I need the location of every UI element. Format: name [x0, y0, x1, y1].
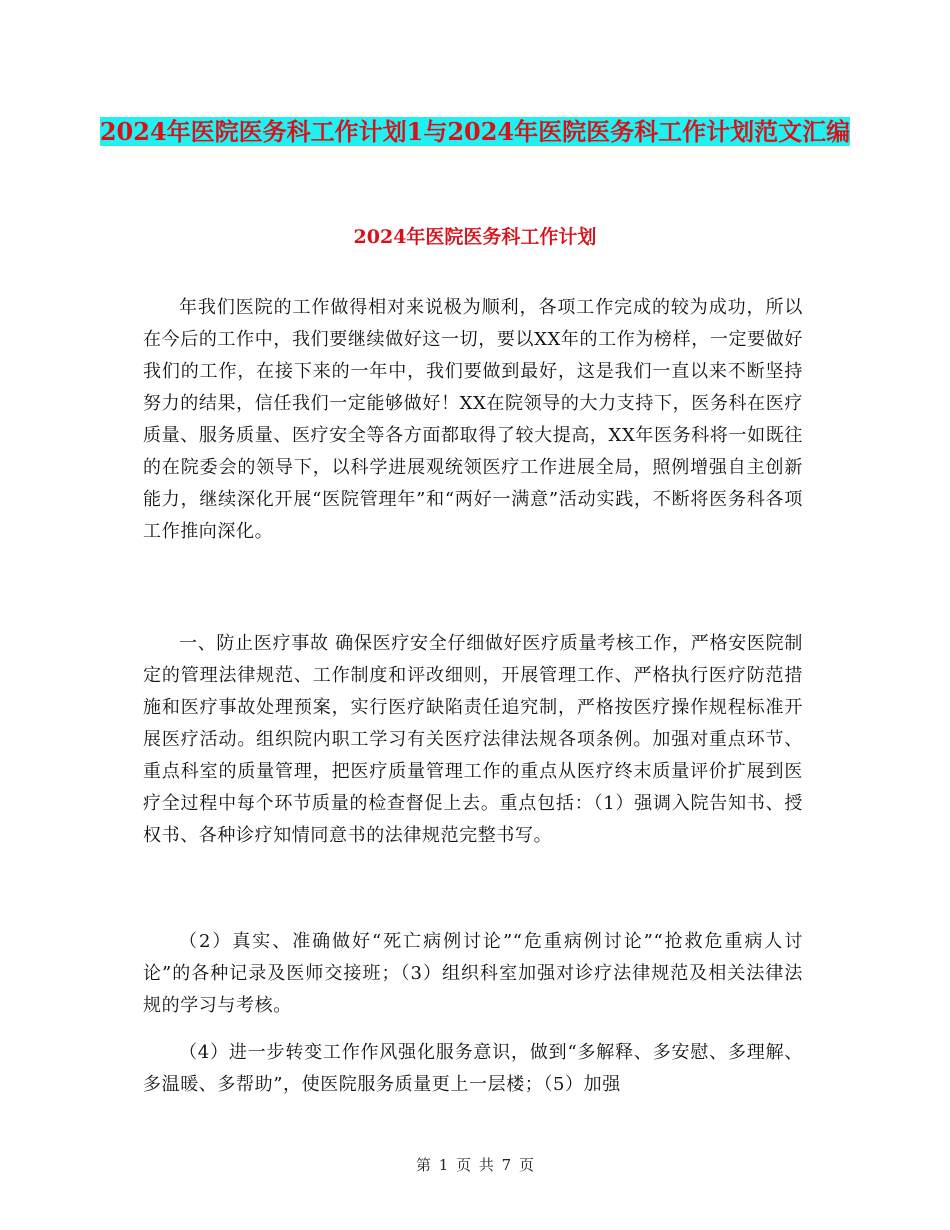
paragraph-section-one: [143, 628, 803, 852]
document-title-text: 2024年医院医务科工作计划1与2024年医院医务科工作计划范文汇编: [99, 117, 851, 146]
page-footer: 第 1 页 共 7 页: [416, 1156, 534, 1174]
document-title: [0, 108, 950, 155]
paragraph-item-4-5: [143, 1037, 803, 1101]
paragraph-text: （4）进一步转变工作作风强化服务意识，做到“多解释、多安慰、多理解、多温暖、多帮助”，使医院服务质量更上一层楼；（5）加强: [143, 1042, 803, 1095]
paragraph-item-2-3: [143, 926, 803, 1022]
paragraph-text: （2）真实、准确做好“死亡病例讨论”“危重病例讨论”“抢救危重病人讨论”的各种记录及医师交接班；（3）组织科室加强对诊疗法律规范及相关法律法规的学习与考核。: [143, 931, 803, 1016]
section-title: 2024年医院医务科工作计划: [353, 226, 597, 248]
paragraph-text: 一、防止医疗事故 确保医疗安全仔细做好医疗质量考核工作，严格安医院制定的管理法律规范、工作制度和评改细则，开展管理工作、严格执行医疗防范措施和医疗事故处理预案，实行医疗缺陷责任追究制，严格按医疗操作规程标准开展医疗活动。组织院内职工学习有关医疗法律法规各项条例。加强对重点环节、重点科室的质量管理，把医疗质量管理工作的重点从医疗终末质量评价扩展到医疗全过程中每个环节质量的检查督促上去。重点包括：（1）强调入院告知书、授权书、各种诊疗知情同意书的法律规范完整书写。: [143, 633, 803, 846]
paragraph-intro: [143, 292, 803, 548]
paragraph-text: 年我们医院的工作做得相对来说极为顺利，各项工作完成的较为成功，所以在今后的工作中，我们要继续做好这一切，要以XX年的工作为榜样，一定要做好我们的工作，在接下来的一年中，我们要做到最好，这是我们一直以来不断坚持努力的结果，信任我们一定能够做好！XX在院领导的大力支持下，医务科在医疗质量、服务质量、医疗安全等各方面都取得了较大提高，XX年医务科将一如既往的在院委会的领导下，以科学进展观统领医疗工作进展全局，照例增强自主创新能力，继续深化开展“医院管理年”和“两好一满意”活动实践，不断将医务科各项工作推向深化。: [143, 297, 803, 542]
